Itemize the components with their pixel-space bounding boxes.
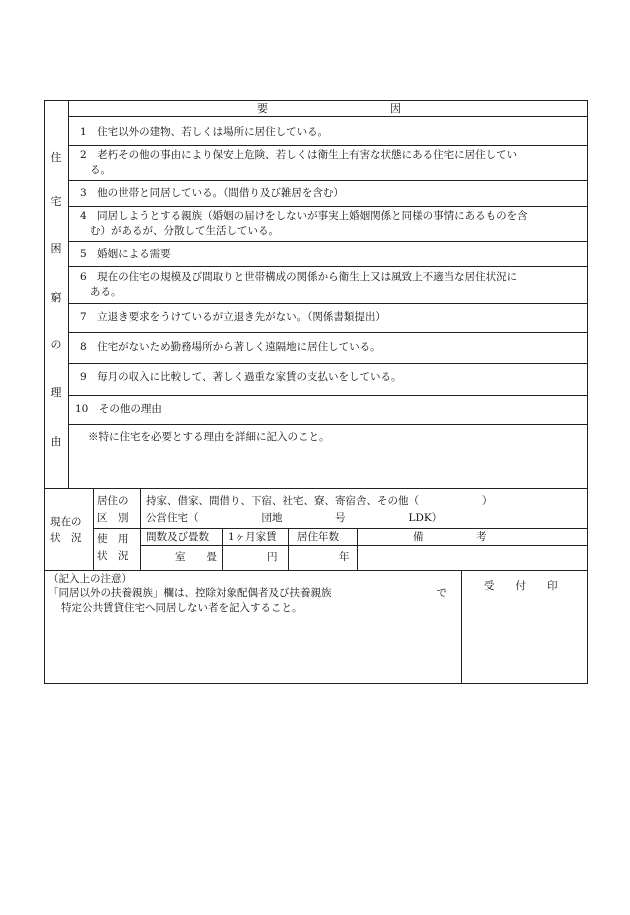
residence-options-line2: 公営住宅（ 団地 号 LDK） [146,512,443,524]
reason-item-8: 8 住宅がないため勤務場所から著しく遠隔地に居住している。 [80,341,381,353]
row-rule [68,303,588,304]
reason-item-6-line2: ある。 [90,286,122,298]
usage-label-line2: 状 況 [97,550,129,562]
side-char: 由 [50,435,62,448]
current-mid-rule [93,528,588,529]
residence-label-line1: 居住の [97,495,129,507]
reason-item-1: 1 住宅以外の建物、若しくは場所に居住している。 [80,126,329,138]
side-char: 困 [50,242,62,255]
row-rule [68,145,588,146]
current-divider-b [140,488,141,570]
notes-line1: 「同居以外の扶養親族」欄は、控除対象配偶者及び扶養親族 で [48,587,447,599]
current-section-bottom [44,570,588,571]
frame-left [44,100,45,684]
notes-line2: 特定公共賃貸住宅へ同居しない者を記入すること。 [61,602,303,614]
column-header-remarks: 備 考 [413,531,487,543]
receipt-divider [461,570,462,684]
reason-item-9: 9 毎月の収入に比較して、著しく過重な家賃の支払いをしている。 [80,371,402,383]
reason-item-2-line2: る。 [90,164,111,176]
row-rule [68,363,588,364]
frame-top [44,100,588,101]
row-rule [68,206,588,207]
reasons-header-left: 要 [257,102,268,115]
column-header-rooms: 間数及び畳数 [146,531,209,543]
usage-col-divider [288,528,289,570]
side-char: 理 [50,386,62,399]
side-char: 宅 [50,195,62,208]
current-label-line2: 状 況 [50,532,82,544]
column-header-years: 居住年数 [297,531,339,543]
column-header-rent: 1ヶ月家賃 [228,531,277,543]
reason-item-3: 3 他の世帯と同居している。（間借り及び雑居を含む） [80,187,344,199]
row-rule [68,424,588,425]
header-rule [68,116,588,117]
reason-item-5: 5 婚姻による需要 [80,248,171,260]
reasons-note: ※特に住宅を必要とする理由を詳細に記入のこと。 [88,431,330,443]
usage-label-line1: 使 用 [97,533,129,545]
row-rule [68,180,588,181]
current-label-line1: 現在の [50,516,82,528]
row-rule [68,266,588,267]
row-rule [68,332,588,333]
side-char: 窮 [50,291,62,304]
frame-bottom [44,683,588,684]
reason-item-4-line1: 4 同居しようとする親族（婚姻の届けをしないが事実上婚姻関係と同様の事情にあるものを含 [80,210,528,222]
reason-item-4-line2: む）があるが、分散して生活している。 [90,225,279,237]
reason-item-10: 10 その他の理由 [75,403,162,415]
row-rule [68,241,588,242]
current-divider-a [93,488,94,570]
reasons-section-bottom [44,488,588,489]
reasons-header-right: 因 [390,102,401,115]
row-rule [68,395,588,396]
receipt-stamp-label: 受 付 印 [484,580,558,592]
residence-label-line2: 区 別 [97,512,129,524]
reason-item-7: 7 立退き要求をうけているが立退き先がない。（関係書類提出） [80,311,386,323]
residence-options-line1: 持家、借家、間借り、下宿、社宅、寮、寄宿舎、その他（ ） [146,495,493,507]
years-unit: 年 [339,551,350,563]
side-char: の [50,338,62,351]
side-char: 住 [50,151,62,164]
reasons-side-divider [68,100,69,488]
usage-col-divider [222,528,223,570]
usage-col-divider [357,528,358,570]
rent-unit: 円 [267,551,278,563]
rooms-unit: 室 畳 [175,551,217,563]
reason-item-2-line1: 2 老朽その他の事由により保安上危険、若しくは衛生上有害な状態にある住宅に居住してい [80,149,518,161]
usage-mid-rule [140,545,588,546]
notes-title: （記入上の注意） [48,573,132,585]
reason-item-6-line1: 6 現在の住宅の規模及び間取りと世帯構成の関係から衛生上又は風致上不適当な居住状況に [80,271,518,283]
frame-right [587,100,588,684]
